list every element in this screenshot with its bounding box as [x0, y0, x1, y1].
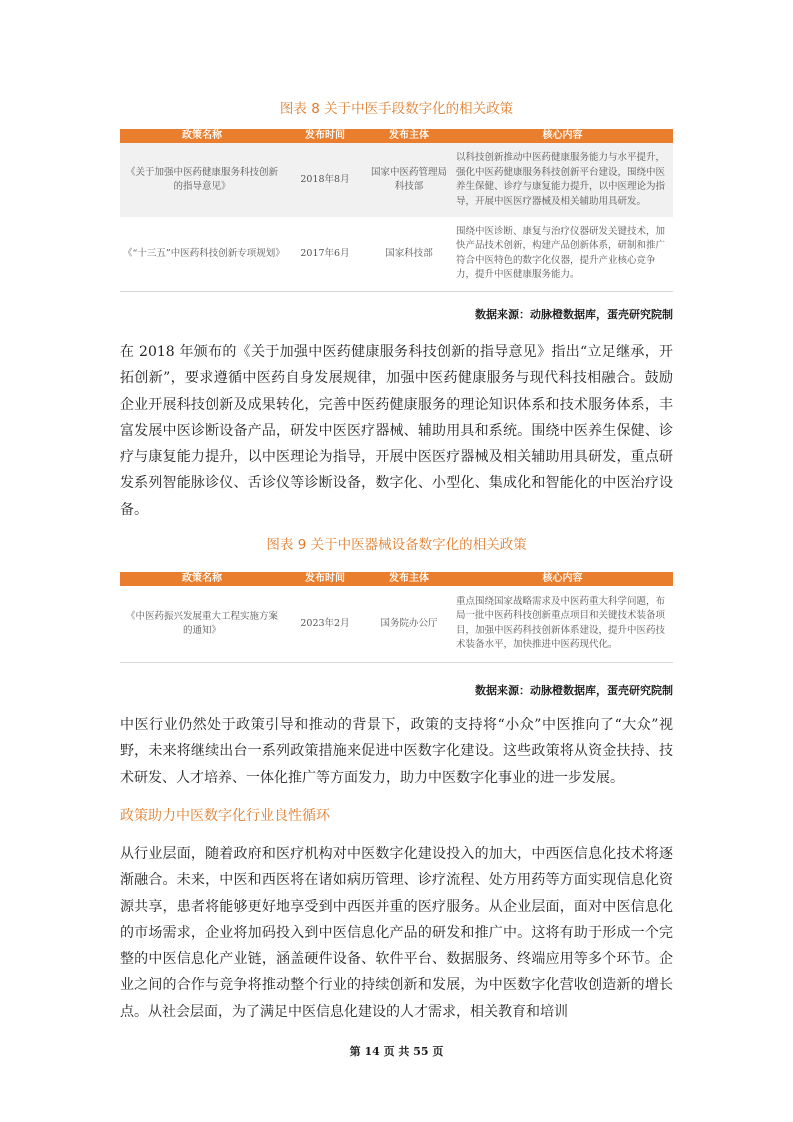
cell-issuer: 国务院办公厅 — [366, 586, 452, 662]
cell-date: 2023年2月 — [284, 586, 366, 662]
header-content: 核心内容 — [452, 129, 673, 143]
table-header-row — [120, 129, 673, 143]
body-paragraph-3: 从行业层面，随着政府和医疗机构对中医数字化建设投入的加大，中西医信息化技术将逐渐融合。未来，中医和西医将在诸如病历管理、诊疗流程、处方用药等方面实现信息化资源共享，患者将能够更好地享受到中西医并重的医疗服务。从企业层面，面对中医信息化的市场需求，企业将加码投入到中医信息化产品的研发和推广中。这将有助于形成一个完整的中医信息化产业链，涵盖硬件设备、软件平台、数据服务、终端应用等多个环节。企业之间的合作与竞争将推动整个行业的持续创新和发展，为中医数字化营收创造新的增长点。从社会层面，为了满足中医信息化建设的人才需求，相关教育和培训 — [120, 846, 673, 1020]
body-paragraph-2: 中医行业仍然处于政策引导和推动的背景下，政策的支持将“小众”中医推向了“大众”视野，未来将继续出台一系列政策措施来促进中医数字化建设。这些政策将从资金扶持、技术研发、人才培养、一体化推广等方面发力，助力中医数字化事业的进一步发展。 — [120, 717, 673, 786]
figure-9-caption: 图表 9 关于中医器械设备数字化的相关政策 — [266, 537, 527, 553]
figure-8-caption: 图表 8 关于中医手段数字化的相关政策 — [279, 101, 514, 117]
cell-content: 重点围绕国家战略需求及中医药重大科学问题，布局一批中医药科技创新重点项目和关键技术装备项目，加强中医药科技创新体系建设，提升中医药技术装备水平，加快推进中医药现代化。 — [452, 586, 673, 662]
table-header-row — [120, 572, 673, 586]
cell-issuer: 国家科技部 — [366, 217, 452, 291]
table-row — [120, 143, 673, 217]
data-source-8: 数据来源：动脉橙数据库，蛋壳研究院制 — [475, 308, 673, 321]
body-paragraph-1: 在 2018 年颁布的《关于加强中医药健康服务科技创新的指导意见》指出“立足继承，开拓创新”，要求遵循中医药自身发展规律，加强中医药健康服务与现代科技相融合。鼓励企业开展科技创新及成果转化，完善中医药健康服务的理论知识体系和技术服务体系，丰富发展中医诊断设备产品，研发中医医疗器械、辅助用具和系统。围绕中医养生保健、诊疗与康复能力提升，以中医理论为指导，开展中医医疗器械及相关辅助用具研发，重点研发系列智能脉诊仪、舌诊仪等诊断设备，数字化、小型化、集成化和智能化的中医治疗设备。 — [120, 344, 673, 518]
header-issuer: 发布主体 — [366, 572, 452, 586]
table-row — [120, 586, 673, 662]
cell-issuer: 国家中医药管理局科技部 — [366, 143, 452, 217]
cell-policy-name: 《关于加强中医药健康服务科技创新的指导意见》 — [120, 143, 284, 217]
header-issuer: 发布主体 — [366, 129, 452, 143]
header-date: 发布时间 — [284, 572, 366, 586]
cell-date: 2017年6月 — [284, 217, 366, 291]
header-content: 核心内容 — [452, 572, 673, 586]
cell-policy-name: 《“十三五”中医药科技创新专项规划》 — [120, 217, 284, 291]
data-source-9: 数据来源：动脉橙数据库，蛋壳研究院制 — [475, 684, 673, 697]
header-date: 发布时间 — [284, 129, 366, 143]
table-row — [120, 217, 673, 291]
policy-table-8 — [120, 129, 673, 292]
policy-table-9 — [120, 572, 673, 663]
page-footer: 第 14 页 共 55 页 — [349, 1045, 444, 1058]
header-policy-name: 政策名称 — [120, 129, 284, 143]
cell-policy-name: 《中医药振兴发展重大工程实施方案的通知》 — [120, 586, 284, 662]
header-policy-name: 政策名称 — [120, 572, 284, 586]
cell-content: 围绕中医诊断、康复与治疗仪器研发关键技术，加快产品技术创新，构建产品创新体系，研制和推广符合中医特色的数字化仪器，提升产业核心竞争力，提升中医健康服务能力。 — [452, 217, 673, 291]
cell-date: 2018年8月 — [284, 143, 366, 217]
section-heading: 政策助力中医数字化行业良性循环 — [120, 808, 330, 824]
cell-content: 以科技创新推动中医药健康服务能力与水平提升，强化中医药健康服务科技创新平台建设，围绕中医养生保健、诊疗与康复能力提升，以中医理论为指导，开展中医医疗器械及相关辅助用具研发。 — [452, 143, 673, 217]
